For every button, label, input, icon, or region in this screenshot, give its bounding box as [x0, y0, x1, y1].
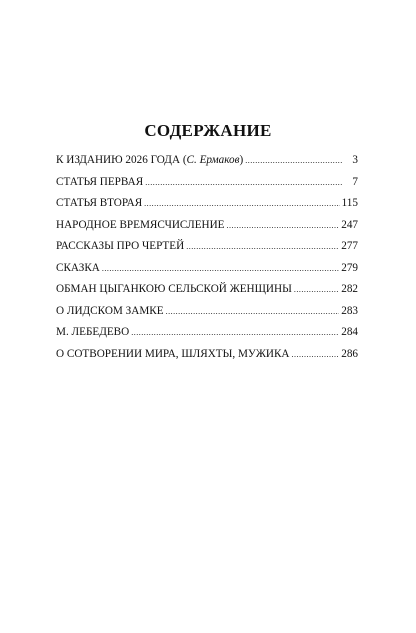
dot-leader	[131, 322, 339, 344]
toc-entry	[56, 150, 358, 172]
dot-leader	[186, 236, 339, 258]
entry-title-end: )	[239, 154, 244, 166]
entry-page-number: 286	[341, 347, 358, 360]
entry-title: РАССКАЗЫ ПРО ЧЕРТЕЙ	[56, 240, 185, 252]
entry-title: ОБМАН ЦЫГАНКОЮ СЕЛЬСКОЙ ЖЕНЩИНЫ	[56, 283, 292, 295]
entry-page-number: 247	[341, 218, 358, 231]
entry-page-number: 3	[352, 154, 358, 166]
entry-page-number: 277	[341, 240, 358, 252]
table-of-contents	[56, 150, 358, 365]
entry-title: О СОТВОРЕНИИ МИРА, ШЛЯХТЫ, МУЖИКА	[56, 347, 290, 360]
dot-leader	[245, 150, 342, 172]
dot-leader	[145, 172, 342, 194]
dot-leader	[102, 258, 339, 280]
entry-author: С. Ермаков	[186, 154, 240, 166]
entry-page-number: 279	[341, 261, 358, 274]
toc-entry	[56, 215, 358, 237]
entry-title-text: К ИЗДАНИЮ 2026 ГОДА (	[56, 154, 187, 166]
entry-title: М. ЛЕБЕДЕВО	[56, 326, 130, 338]
dot-leader	[291, 344, 339, 366]
entry-title: О ЛИДСКОМ ЗАМКЕ	[56, 304, 164, 317]
toc-entry	[56, 301, 358, 323]
toc-entry	[56, 258, 358, 280]
dot-leader	[227, 215, 340, 237]
entry-page-number: 7	[352, 175, 358, 188]
entry-page-number: 115	[341, 197, 358, 209]
toc-entry	[56, 172, 358, 194]
toc-entry	[56, 279, 358, 301]
entry-title: СТАТЬЯ ВТОРАЯ	[56, 197, 143, 209]
entry-title: СКАЗКА	[56, 261, 100, 274]
toc-entry	[56, 193, 358, 215]
toc-entry	[56, 322, 358, 344]
page-title: СОДЕРЖАНИЕ	[144, 121, 272, 140]
dot-leader	[294, 279, 339, 301]
dot-leader	[144, 193, 339, 215]
entry-page-number: 283	[341, 304, 358, 317]
toc-entry	[56, 344, 358, 366]
entry-page-number: 284	[341, 326, 358, 338]
entry-page-number: 282	[341, 283, 358, 295]
toc-entry	[56, 236, 358, 258]
entry-title: СТАТЬЯ ПЕРВАЯ	[56, 175, 144, 188]
entry-title	[56, 150, 243, 172]
entry-title: НАРОДНОЕ ВРЕМЯСЧИСЛЕНИЕ	[56, 218, 225, 231]
dot-leader	[166, 301, 340, 323]
